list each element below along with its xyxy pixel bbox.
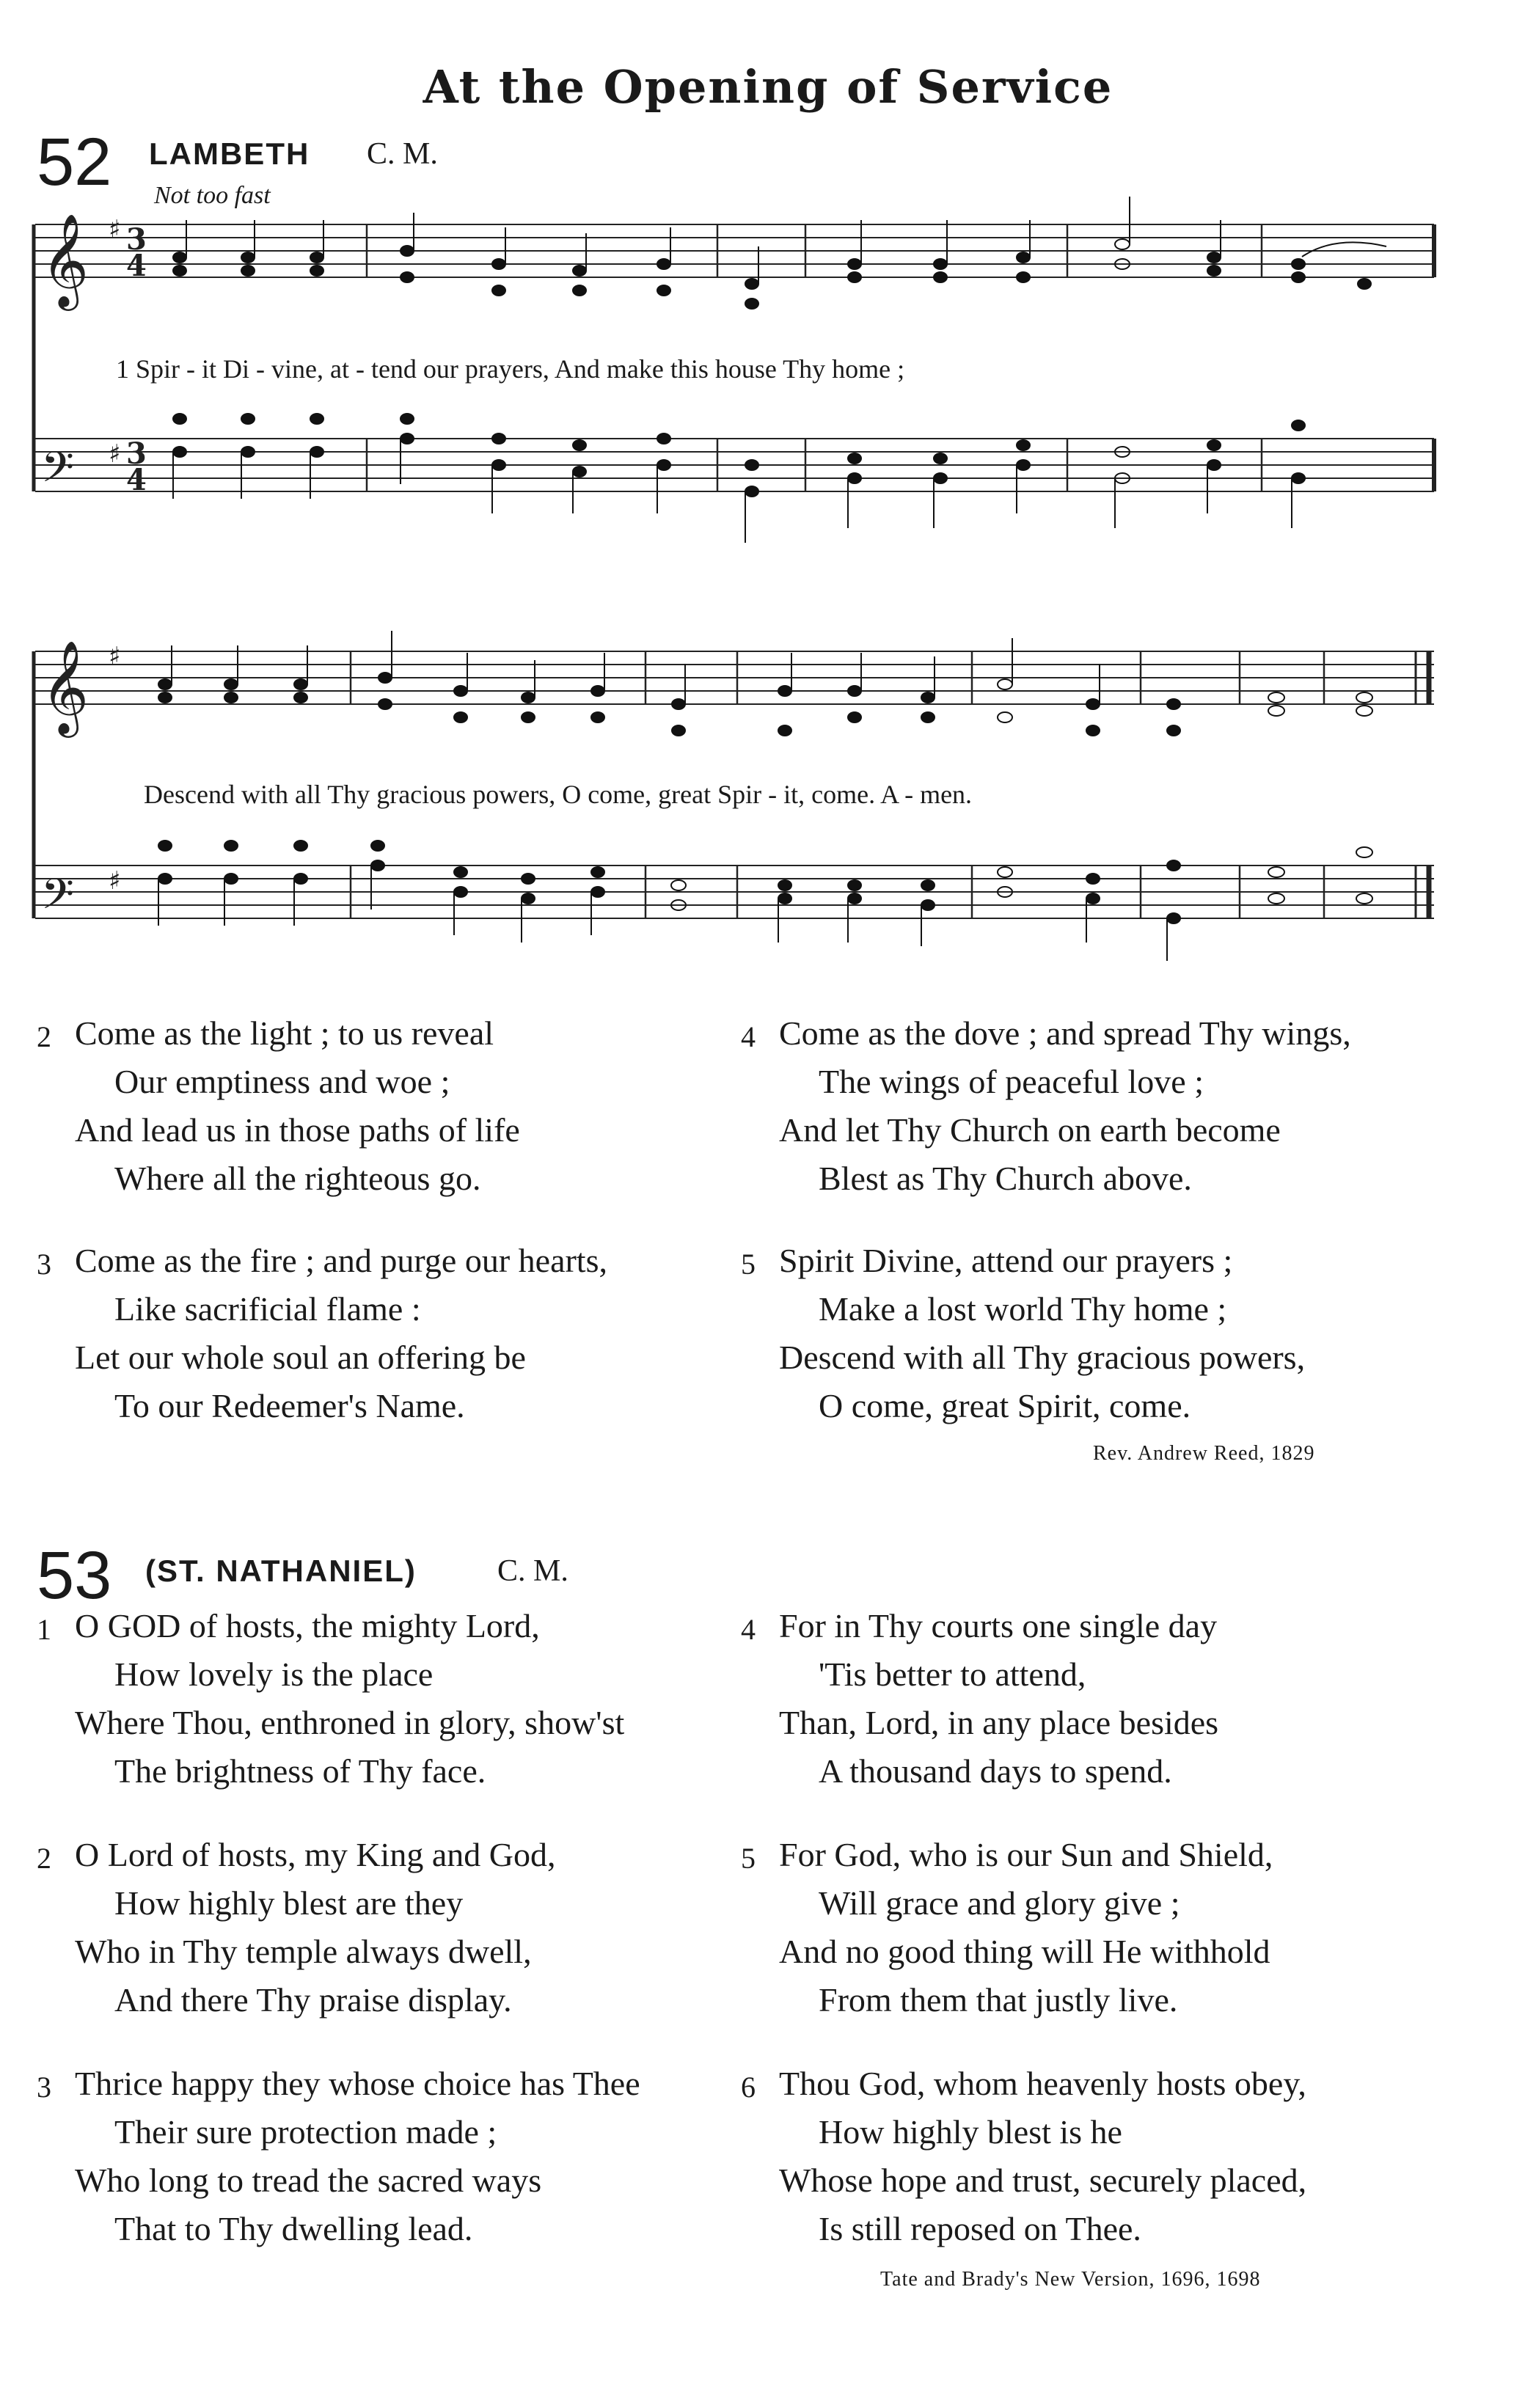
verse-line: O come, great Spirit, come. — [819, 1387, 1191, 1424]
verse-line: Thrice happy they whose choice has Thee — [75, 2065, 640, 2102]
verse-number: 4 — [741, 1020, 756, 1053]
verse-line: And let Thy Church on earth become — [779, 1111, 1281, 1149]
verse-number: 3 — [37, 2071, 51, 2104]
hymn-52-number: 52 — [37, 125, 112, 200]
notes-system1-treble — [173, 197, 1386, 309]
hymn-53-tune-name: (ST. NATHANIEL) — [145, 1554, 417, 1588]
bass-clef-icon: 𝄢 — [41, 442, 75, 502]
staff-system2-treble — [35, 651, 1434, 704]
hymn-53-credit: Tate and Brady's New Version, 1696, 1698 — [880, 2268, 1261, 2291]
verse-line: Come as the fire ; and purge our hearts, — [75, 1242, 607, 1279]
verse-line: Who in Thy temple always dwell, — [75, 1933, 532, 1970]
time-signature: 3 — [126, 222, 147, 257]
hymn-52-tune-name: LAMBETH — [149, 136, 310, 171]
verse-line: For God, who is our Sun and Shield, — [779, 1836, 1273, 1873]
verse-number: 6 — [741, 2071, 756, 2104]
verse-line: Our emptiness and woe ; — [114, 1063, 450, 1100]
verse-line: Like sacrificial flame : — [114, 1290, 421, 1328]
verse-line: Come as the dove ; and spread Thy wings, — [779, 1014, 1351, 1052]
bass-clef-icon: 𝄢 — [41, 869, 75, 929]
verse-line: Whose hope and trust, securely placed, — [779, 2162, 1307, 2199]
hymn-52-credit: Rev. Andrew Reed, 1829 — [1093, 1442, 1315, 1465]
treble-clef-icon: 𝄞 — [41, 213, 89, 307]
verse-line: Will grace and glory give ; — [819, 1884, 1180, 1922]
verse-line: Is still reposed on Thee. — [819, 2210, 1141, 2247]
hymn-52-lyric-line-2: Descend with all Thy gracious powers, O come, great Spir - it, come. A - men. — [144, 780, 973, 809]
svg-text:4: 4 — [126, 249, 147, 283]
verse-line: That to Thy dwelling lead. — [114, 2210, 473, 2247]
time-signature: 3 — [126, 436, 147, 471]
verse-line: And lead us in those paths of life — [75, 1111, 520, 1149]
verse-number: 2 — [37, 1020, 51, 1053]
verse-line: Make a lost world Thy home ; — [819, 1290, 1227, 1328]
verse-line: How highly blest is he — [819, 2113, 1122, 2151]
verse-line: 'Tis better to attend, — [819, 1655, 1086, 1693]
verse-line: Than, Lord, in any place besides — [779, 1704, 1219, 1741]
section-title: At the Opening of Service — [423, 60, 1113, 114]
treble-clef-icon: 𝄞 — [41, 640, 89, 733]
verse-line: O GOD of hosts, the mighty Lord, — [75, 1607, 540, 1644]
verse-line: And there Thy praise display. — [114, 1981, 512, 2019]
verse-number: 1 — [37, 1613, 51, 1646]
verse-line: O Lord of hosts, my King and God, — [75, 1836, 556, 1873]
notes-system2-treble — [158, 631, 1372, 736]
verse-line: The wings of peaceful love ; — [819, 1063, 1204, 1100]
verse-line: The brightness of Thy face. — [114, 1752, 486, 1790]
music-score — [0, 0, 1536, 968]
verse-line: Where all the righteous go. — [114, 1160, 481, 1197]
hymn-52-meter: C. M. — [367, 137, 438, 171]
verse-number: 2 — [37, 1842, 51, 1875]
verse-line: Come as the light ; to us reveal — [75, 1014, 494, 1052]
verse-number: 3 — [37, 1248, 51, 1281]
verse-line: How highly blest are they — [114, 1884, 464, 1922]
verse-line: How lovely is the place — [114, 1655, 434, 1693]
verse-number: 5 — [741, 1842, 756, 1875]
verse-line: Let our whole soul an offering be — [75, 1339, 526, 1376]
verse-number: 4 — [741, 1613, 756, 1646]
verse-line: To our Redeemer's Name. — [114, 1387, 465, 1424]
verse-line: Spirit Divine, attend our prayers ; — [779, 1242, 1233, 1279]
verse-line: Thou God, whom heavenly hosts obey, — [779, 2065, 1306, 2102]
verse-line: From them that justly live. — [819, 1981, 1178, 2019]
verse-line: Their sure protection made ; — [114, 2113, 497, 2151]
svg-text:♯: ♯ — [109, 439, 121, 469]
verse-line: For in Thy courts one single day — [779, 1607, 1218, 1644]
hymn-52-lyric-line-1: 1 Spir - it Di - vine, at - tend our prayers, And make this house Thy home ; — [116, 354, 905, 384]
verse-line: And no good thing will He withhold — [779, 1933, 1270, 1970]
staff-system2-bass — [35, 866, 1434, 918]
svg-text:♯: ♯ — [109, 866, 121, 896]
verse-line: Blest as Thy Church above. — [819, 1160, 1192, 1197]
verse-line: Where Thou, enthroned in glory, show'st — [75, 1704, 625, 1741]
svg-text:4: 4 — [126, 463, 147, 497]
verse-line: Descend with all Thy gracious powers, — [779, 1339, 1306, 1376]
verse-number: 5 — [741, 1248, 756, 1281]
verse-line: Who long to tread the sacred ways — [75, 2162, 542, 2199]
hymn-53-meter: C. M. — [497, 1554, 568, 1588]
svg-text:♯: ♯ — [109, 215, 121, 244]
notes-system2-bass — [158, 841, 1372, 961]
hymn-53-number: 53 — [37, 1538, 112, 1613]
svg-text:♯: ♯ — [109, 642, 121, 671]
verse-line: A thousand days to spend. — [819, 1752, 1172, 1790]
tempo-marking: Not too fast — [154, 182, 271, 209]
